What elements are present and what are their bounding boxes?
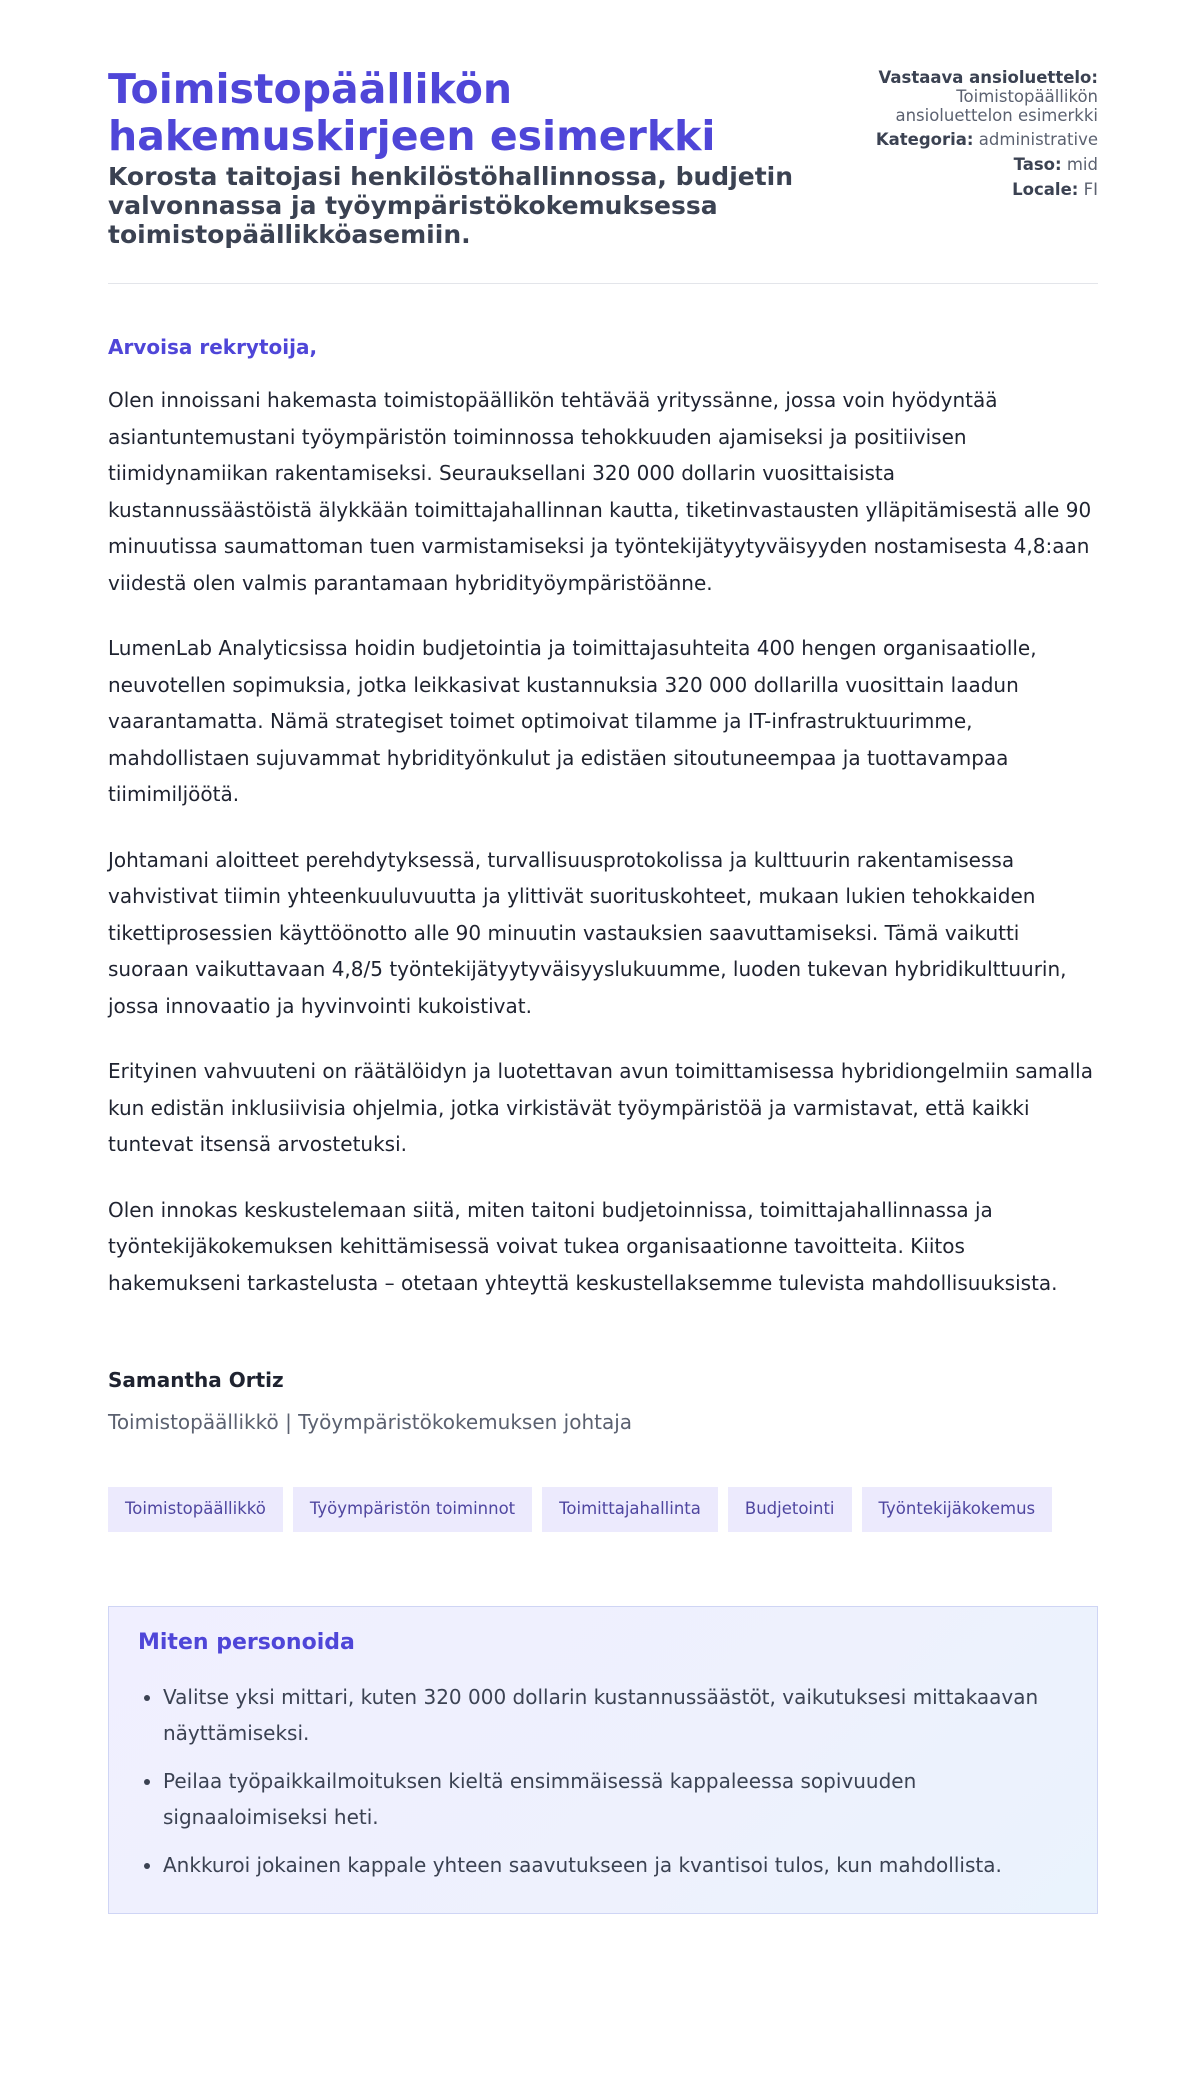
meta-locale-label: Locale:: [1012, 180, 1079, 199]
tag-chip[interactable]: Budjetointi: [728, 1487, 852, 1532]
meta-category-label: Kategoria:: [875, 130, 974, 149]
tips-title: Miten personoida: [138, 1630, 355, 1655]
tag-chip[interactable]: Toimittajahallinta: [542, 1487, 718, 1532]
cover-letter-page: [108, 0, 1098, 1914]
tag-chip[interactable]: Toimistopäällikkö: [108, 1487, 283, 1532]
tag-list: [108, 1487, 1098, 1532]
letter-paragraph: Olen innoissani hakemasta toimistopäällikön tehtävää yrityssänne, jossa voin hyödyntää asiantuntemustani työympäristön toiminnossa tehokkuuden ajamiseksi ja positiivisen tiimidynamiikan rakentamiseksi. Seurauksellani 320 000 dollarin vuosittaisista kustannussäästöistä älykkään toimittajahallinnan kautta, tiketinvastausten ylläpitämisestä alle 90 minuutissa saumattoman tuen varmistamiseksi ja työntekijätyytyväisyyden nostamisesta 4,8:aan viidestä olen valmis parantamaan hybridityöympäristöänne.: [108, 388, 1092, 595]
signature-role: Toimistopäällikkö | Työympäristökokemuksen johtaja: [108, 1410, 633, 1434]
letter-paragraph: LumenLab Analyticsissa hoidin budjetointia ja toimittajasuhteita 400 hengen organisaatiolle, neuvotellen sopimuksia, jotka leikkasivat kustannuksia 320 000 dollarilla vuosittain laadun vaarantamatta. Nämä strategiset toimet optimoivat tilamme ja IT-infrastruktuurimme, mahdollistaen sujuvammat hybridityönkulut ja edistäen sitoutuneempaa ja tuottavampaa tiimimiljöötä.: [108, 636, 1037, 806]
meta-related-label: Vastaava ansioluettelo:: [878, 68, 1098, 87]
meta-panel: [838, 66, 1098, 205]
meta-level: [838, 155, 1098, 174]
title-block: [108, 66, 838, 249]
meta-locale-value: FI: [1083, 180, 1098, 199]
letter-paragraph: Olen innokas keskustelemaan siitä, miten taitoni budjetoinnissa, toimittajahallinnassa ja työntekijäkokemuksen kehittämisessä voivat tukea organisaationne tavoitteita. Kiitos hakemukseni tarkastelusta – otetaan yhteyttä keskustellaksemme tulevista mahdollisuuksista.: [108, 1197, 1058, 1295]
page-subtitle: Korosta taitojasi henkilöstöhallinnossa, budjetin valvonnassa ja työympäristökokemuksessa toimistopäällikköasemiin.: [108, 162, 794, 249]
meta-category-value: administrative: [978, 130, 1098, 149]
tag-chip[interactable]: Työntekijäkokemus: [862, 1487, 1053, 1532]
meta-locale: [838, 180, 1098, 199]
letter-paragraph: Erityinen vahvuuteni on räätälöidyn ja luotettavan avun toimittamisessa hybridiongelmiin samalla kun edistän inklusiivisia ohjelmia, jotka virkistävät työympäristöä ja varmistavat, että kaikki tuntevat itsensä arvostetuksi.: [108, 1059, 1093, 1156]
header-divider: [108, 283, 1098, 284]
tips-list: [138, 1679, 1068, 1883]
letter-body: [108, 334, 1098, 1435]
meta-related-value[interactable]: Toimistopäällikön ansioluettelon esimerkki: [895, 87, 1098, 125]
meta-category: [838, 130, 1098, 149]
letter-paragraph: Johtamani aloitteet perehdytyksessä, turvallisuusprotokolissa ja kulttuurin rakentamisessa vahvistivat tiimin yhteenkuuluvuutta ja ylittivät suorituskohteet, mukaan lukien tehokkaiden tikettiprosessien käyttöönotto alle 90 minuutin vastauksien saavuttamiseksi. Tämä vaikutti suoraan vaikuttavaan 4,8/5 työntekijätyytyväisyyslukuumme, luoden tukevan hybridikulttuurin, jossa innovaatio ja hyvinvointi kukoistivat.: [108, 847, 1067, 1018]
page-title: Toimistopäällikön hakemuskirjeen esimerkki: [108, 65, 716, 160]
personalize-tips-box: [108, 1606, 1098, 1914]
tips-item: • Valitse yksi mittari, kuten 320 000 dollarin kustannussäästöt, vaikutuksesi mittakaavan näyttämiseksi.: [163, 1679, 1068, 1751]
meta-level-value: mid: [1066, 155, 1098, 174]
letter-greeting: Arvoisa rekrytoija,: [108, 335, 318, 359]
page-header: [108, 0, 1098, 249]
meta-level-label: Taso:: [1013, 155, 1062, 174]
tips-item: • Peilaa työpaikkailmoituksen kieltä ensimmäisessä kappaleessa sopivuuden signaaloimiseksi heti.: [163, 1763, 1068, 1835]
tips-item: • Ankkuroi jokainen kappale yhteen saavutukseen ja kvantisoi tulos, kun mahdollista.: [163, 1847, 1068, 1883]
meta-related-resume: [838, 68, 1098, 125]
tag-chip[interactable]: Työympäristön toiminnot: [293, 1487, 532, 1532]
signature-name: Samantha Ortiz: [108, 1368, 284, 1392]
